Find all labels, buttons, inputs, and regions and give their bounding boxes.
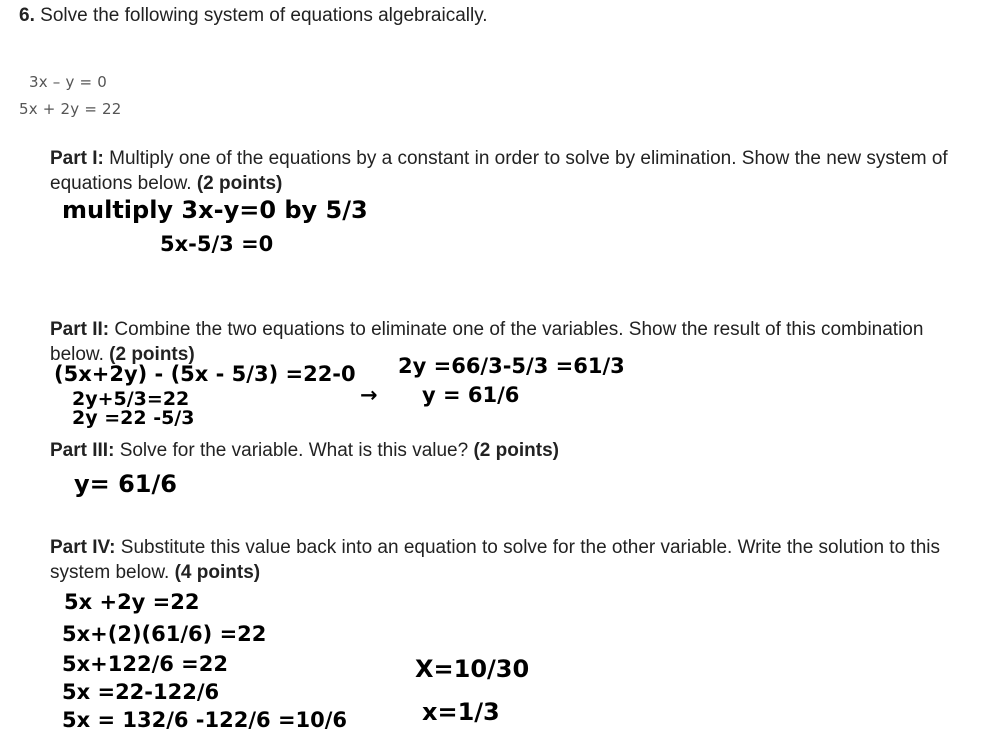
equation-2: 5x + 2y = 22 xyxy=(19,100,122,118)
part-2-points: (2 points) xyxy=(109,344,195,365)
part-1-points: (2 points) xyxy=(196,173,283,194)
part-2-label: Part II: xyxy=(50,319,110,340)
part-4-answer-line-1: 5x +2y =22 xyxy=(64,590,200,614)
part-2-text: Combine the two equations to eliminate one of the variables. Show the result of this combination below. xyxy=(50,319,924,365)
part-3-text: Solve for the variable. What is this value? xyxy=(119,440,469,461)
part-4-label: Part IV: xyxy=(50,537,116,558)
part-2-answer-line-1: (5x+2y) - (5x - 5/3) =22-0 xyxy=(54,362,356,386)
part-4-answer-line-2: 5x+(2)(61/6) =22 xyxy=(62,622,267,646)
part-1-answer-line-2: 5x-5/3 =0 xyxy=(160,232,274,256)
part-3-points: (2 points) xyxy=(473,440,559,461)
part-2-arrow-icon: → xyxy=(360,383,378,407)
part-2-answer-line-3: 2y =22 -5/3 xyxy=(72,407,195,429)
part-2-answer-right-1: 2y =66/3-5/3 =61/3 xyxy=(398,354,625,378)
part-4-points: (4 points) xyxy=(174,562,261,583)
part-1-answer-line-1: multiply 3x-y=0 by 5/3 xyxy=(62,196,368,224)
part-4-answer-line-4: 5x =22-122/6 xyxy=(62,680,220,704)
part-3-prompt xyxy=(50,438,960,463)
part-4-text: Substitute this value back into an equation to solve for the other variable. Write the solution to this system below. xyxy=(50,537,941,583)
part-1-label: Part I: xyxy=(50,148,104,169)
part-1-text: Multiply one of the equations by a constant in order to solve by elimination. Show the new system of equations below. xyxy=(50,148,948,194)
part-4-answer-right-1: X=10/30 xyxy=(415,655,530,683)
part-3-answer: y= 61/6 xyxy=(74,470,177,498)
part-4-answer-line-3: 5x+122/6 =22 xyxy=(62,652,229,676)
part-2-answer-right-2: y = 61/6 xyxy=(422,383,520,407)
part-4-prompt xyxy=(50,535,960,585)
part-2-answer-line-2: 2y+5/3=22 xyxy=(72,388,190,410)
part-3-label: Part III: xyxy=(50,440,115,461)
question-number: 6. xyxy=(19,5,35,26)
part-4-answer-right-2: x=1/3 xyxy=(422,698,500,726)
equation-1: 3x – y = 0 xyxy=(29,73,107,91)
part-1-prompt xyxy=(50,146,960,196)
question-heading xyxy=(19,5,488,27)
question-prompt: Solve the following system of equations algebraically. xyxy=(40,5,488,26)
part-4-answer-line-5: 5x = 132/6 -122/6 =10/6 xyxy=(62,708,348,732)
